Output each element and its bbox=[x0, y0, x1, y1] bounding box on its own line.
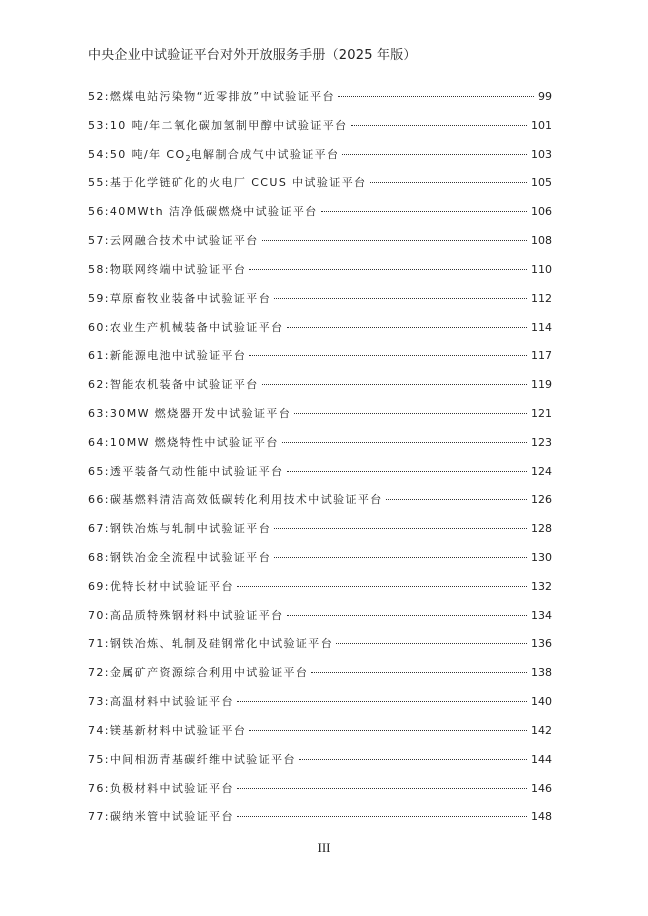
toc-entry-page-number: 140 bbox=[531, 695, 552, 709]
toc-entry-title bbox=[110, 146, 340, 163]
toc-entry-page-number: 144 bbox=[531, 752, 552, 766]
toc-entry-number: 57: bbox=[88, 234, 110, 248]
toc-entry-title: 高温材料中试验证平台 bbox=[109, 695, 234, 709]
toc-entry[interactable] bbox=[88, 722, 552, 751]
toc-entry[interactable] bbox=[88, 146, 552, 175]
toc-entry-number: 77: bbox=[88, 810, 110, 824]
toc-dot-leader bbox=[287, 327, 527, 328]
toc-entry-number: 70: bbox=[88, 608, 110, 622]
toc-dot-leader bbox=[262, 384, 527, 385]
toc-entry[interactable] bbox=[88, 290, 552, 319]
toc-entry-title: 钢铁冶炼、轧制及硅钢常化中试验证平台 bbox=[109, 637, 334, 651]
toc-entry-title: 物联网终端中试验证平台 bbox=[109, 262, 247, 276]
toc-dot-leader bbox=[294, 413, 527, 414]
toc-entry[interactable] bbox=[88, 88, 552, 117]
toc-entry-title: 钢铁冶炼与轧制中试验证平台 bbox=[109, 522, 272, 536]
toc-entry[interactable] bbox=[88, 463, 552, 492]
toc-entry-title: 智能农机装备中试验证平台 bbox=[109, 378, 259, 392]
table-of-contents bbox=[88, 88, 552, 837]
toc-entry-page-number: 103 bbox=[531, 147, 552, 161]
toc-entry[interactable] bbox=[88, 261, 552, 290]
toc-dot-leader bbox=[386, 499, 527, 500]
toc-entry[interactable] bbox=[88, 174, 552, 203]
toc-dot-leader bbox=[287, 471, 527, 472]
toc-entry[interactable] bbox=[88, 434, 552, 463]
toc-entry-title-part: 50 吨/年 CO bbox=[109, 147, 186, 161]
toc-entry-number: 61: bbox=[88, 349, 110, 363]
toc-dot-leader bbox=[342, 154, 527, 155]
toc-entry-number: 69: bbox=[88, 579, 110, 593]
toc-entry[interactable] bbox=[88, 693, 552, 722]
toc-entry-number: 63: bbox=[88, 406, 110, 420]
toc-entry-title: 优特长材中试验证平台 bbox=[109, 579, 234, 593]
toc-entry-page-number: 134 bbox=[531, 608, 552, 622]
toc-entry-number: 68: bbox=[88, 551, 110, 564]
toc-dot-leader bbox=[237, 788, 527, 789]
toc-entry-page-number: 117 bbox=[531, 349, 552, 363]
toc-dot-leader bbox=[274, 298, 527, 299]
toc-entry-page-number: 112 bbox=[531, 291, 552, 305]
toc-entry-number: 65: bbox=[88, 464, 110, 478]
toc-entry-page-number: 130 bbox=[531, 551, 552, 564]
toc-entry[interactable] bbox=[88, 751, 552, 780]
toc-entry-page-number: 142 bbox=[531, 723, 552, 737]
toc-dot-leader bbox=[262, 240, 527, 241]
toc-entry[interactable] bbox=[88, 347, 552, 376]
toc-dot-leader bbox=[249, 269, 527, 270]
toc-entry-page-number: 148 bbox=[531, 810, 552, 824]
toc-entry-title: 云网融合技术中试验证平台 bbox=[109, 234, 259, 248]
toc-entry[interactable] bbox=[88, 607, 552, 636]
toc-entry-title: 新能源电池中试验证平台 bbox=[109, 349, 247, 363]
toc-entry[interactable] bbox=[88, 780, 552, 809]
toc-entry-page-number: 123 bbox=[531, 435, 552, 449]
toc-entry-title: 10 吨/年二氧化碳加氢制甲醇中试验证平台 bbox=[109, 118, 348, 132]
toc-entry[interactable] bbox=[88, 232, 552, 261]
toc-entry-page-number: 114 bbox=[531, 320, 552, 334]
toc-entry-title: 基于化学链矿化的火电厂 CCUS 中试验证平台 bbox=[109, 176, 367, 190]
toc-entry-page-number: 105 bbox=[531, 176, 552, 190]
toc-dot-leader bbox=[336, 643, 527, 644]
toc-entry-title: 高品质特殊钢材料中试验证平台 bbox=[109, 608, 284, 622]
toc-entry-page-number: 132 bbox=[531, 579, 552, 593]
toc-entry-page-number: 138 bbox=[531, 666, 552, 680]
toc-entry[interactable] bbox=[88, 578, 552, 607]
toc-entry-number: 56: bbox=[88, 205, 110, 219]
toc-dot-leader bbox=[274, 528, 527, 529]
toc-dot-leader bbox=[311, 672, 527, 673]
toc-entry-title: 10MW 燃烧特性中试验证平台 bbox=[109, 435, 279, 449]
toc-entry-page-number: 108 bbox=[531, 234, 552, 248]
toc-entry-number: 52: bbox=[88, 90, 110, 103]
toc-entry-number: 71: bbox=[88, 637, 110, 651]
toc-entry-number: 59: bbox=[88, 291, 110, 305]
toc-dot-leader bbox=[321, 211, 527, 212]
toc-dot-leader bbox=[282, 442, 527, 443]
toc-dot-leader bbox=[249, 730, 527, 731]
toc-entry-number: 67: bbox=[88, 522, 110, 536]
toc-entry-number: 73: bbox=[88, 695, 110, 709]
page-number: III bbox=[317, 840, 331, 855]
toc-entry-title-part: 电解制合成气中试验证平台 bbox=[190, 147, 340, 161]
toc-entry-number: 75: bbox=[88, 752, 110, 766]
toc-entry-number: 60: bbox=[88, 320, 110, 334]
toc-entry-number: 54: bbox=[88, 147, 110, 161]
toc-entry-title: 镁基新材料中试验证平台 bbox=[109, 723, 247, 737]
toc-entry-number: 53: bbox=[88, 118, 110, 132]
toc-entry[interactable] bbox=[88, 635, 552, 664]
toc-entry-title: 中间相沥青基碳纤维中试验证平台 bbox=[109, 752, 296, 766]
toc-entry-title: 透平装备气动性能中试验证平台 bbox=[109, 464, 284, 478]
toc-entry[interactable] bbox=[88, 405, 552, 434]
toc-entry-page-number: 106 bbox=[531, 205, 552, 219]
toc-entry-number: 58: bbox=[88, 262, 110, 276]
toc-entry-number: 64: bbox=[88, 435, 110, 449]
toc-dot-leader bbox=[274, 557, 527, 558]
toc-entry-page-number: 146 bbox=[531, 781, 552, 795]
toc-entry[interactable] bbox=[88, 376, 552, 405]
toc-dot-leader bbox=[351, 125, 527, 126]
toc-entry-page-number: 121 bbox=[531, 406, 552, 420]
toc-entry[interactable] bbox=[88, 520, 552, 549]
toc-entry[interactable] bbox=[88, 664, 552, 693]
toc-entry[interactable] bbox=[88, 808, 552, 837]
toc-entry-page-number: 126 bbox=[531, 493, 552, 507]
toc-entry-page-number: 119 bbox=[531, 378, 552, 392]
toc-entry-title: 碳纳米管中试验证平台 bbox=[109, 810, 234, 824]
toc-entry-title-subscript: 2 bbox=[185, 153, 191, 163]
toc-dot-leader bbox=[299, 759, 527, 760]
toc-dot-leader bbox=[237, 701, 527, 702]
toc-entry-title: 燃煤电站污染物“近零排放”中试验证平台 bbox=[109, 90, 335, 103]
toc-entry-number: 76: bbox=[88, 781, 110, 795]
toc-entry-number: 72: bbox=[88, 666, 110, 680]
toc-entry-number: 62: bbox=[88, 378, 110, 392]
toc-entry-title: 草原畜牧业装备中试验证平台 bbox=[109, 291, 272, 305]
toc-entry-title: 钢铁冶金全流程中试验证平台 bbox=[109, 551, 272, 564]
toc-entry-page-number: 136 bbox=[531, 637, 552, 651]
toc-entry-title: 30MW 燃烧器开发中试验证平台 bbox=[109, 406, 292, 420]
toc-entry-page-number: 101 bbox=[531, 118, 552, 132]
toc-entry[interactable] bbox=[88, 319, 552, 348]
toc-entry-number: 66: bbox=[88, 493, 110, 507]
toc-entry-title: 碳基燃料清洁高效低碳转化利用技术中试验证平台 bbox=[109, 493, 383, 507]
toc-entry-page-number: 124 bbox=[531, 464, 552, 478]
toc-entry-page-number: 128 bbox=[531, 522, 552, 536]
toc-entry-number: 74: bbox=[88, 723, 110, 737]
toc-dot-leader bbox=[249, 355, 527, 356]
toc-entry[interactable] bbox=[88, 491, 552, 520]
toc-dot-leader bbox=[237, 586, 527, 587]
toc-entry[interactable] bbox=[88, 549, 552, 578]
toc-dot-leader bbox=[370, 182, 528, 183]
toc-entry-title: 负极材料中试验证平台 bbox=[109, 781, 234, 795]
toc-entry[interactable] bbox=[88, 203, 552, 232]
toc-dot-leader bbox=[338, 96, 534, 97]
toc-entry-title: 农业生产机械装备中试验证平台 bbox=[109, 320, 284, 334]
document-header: 中央企业中试验证平台对外开放服务手册（2025 年版） bbox=[88, 48, 417, 63]
toc-dot-leader bbox=[287, 615, 527, 616]
toc-entry-title: 金属矿产资源综合利用中试验证平台 bbox=[109, 666, 309, 680]
toc-entry-number: 55: bbox=[88, 176, 110, 190]
toc-dot-leader bbox=[237, 816, 527, 817]
toc-entry[interactable] bbox=[88, 117, 552, 146]
toc-entry-page-number: 110 bbox=[531, 262, 552, 276]
toc-entry-title: 40MWth 洁净低碳燃烧中试验证平台 bbox=[109, 205, 318, 219]
toc-entry-page-number: 99 bbox=[538, 90, 552, 103]
